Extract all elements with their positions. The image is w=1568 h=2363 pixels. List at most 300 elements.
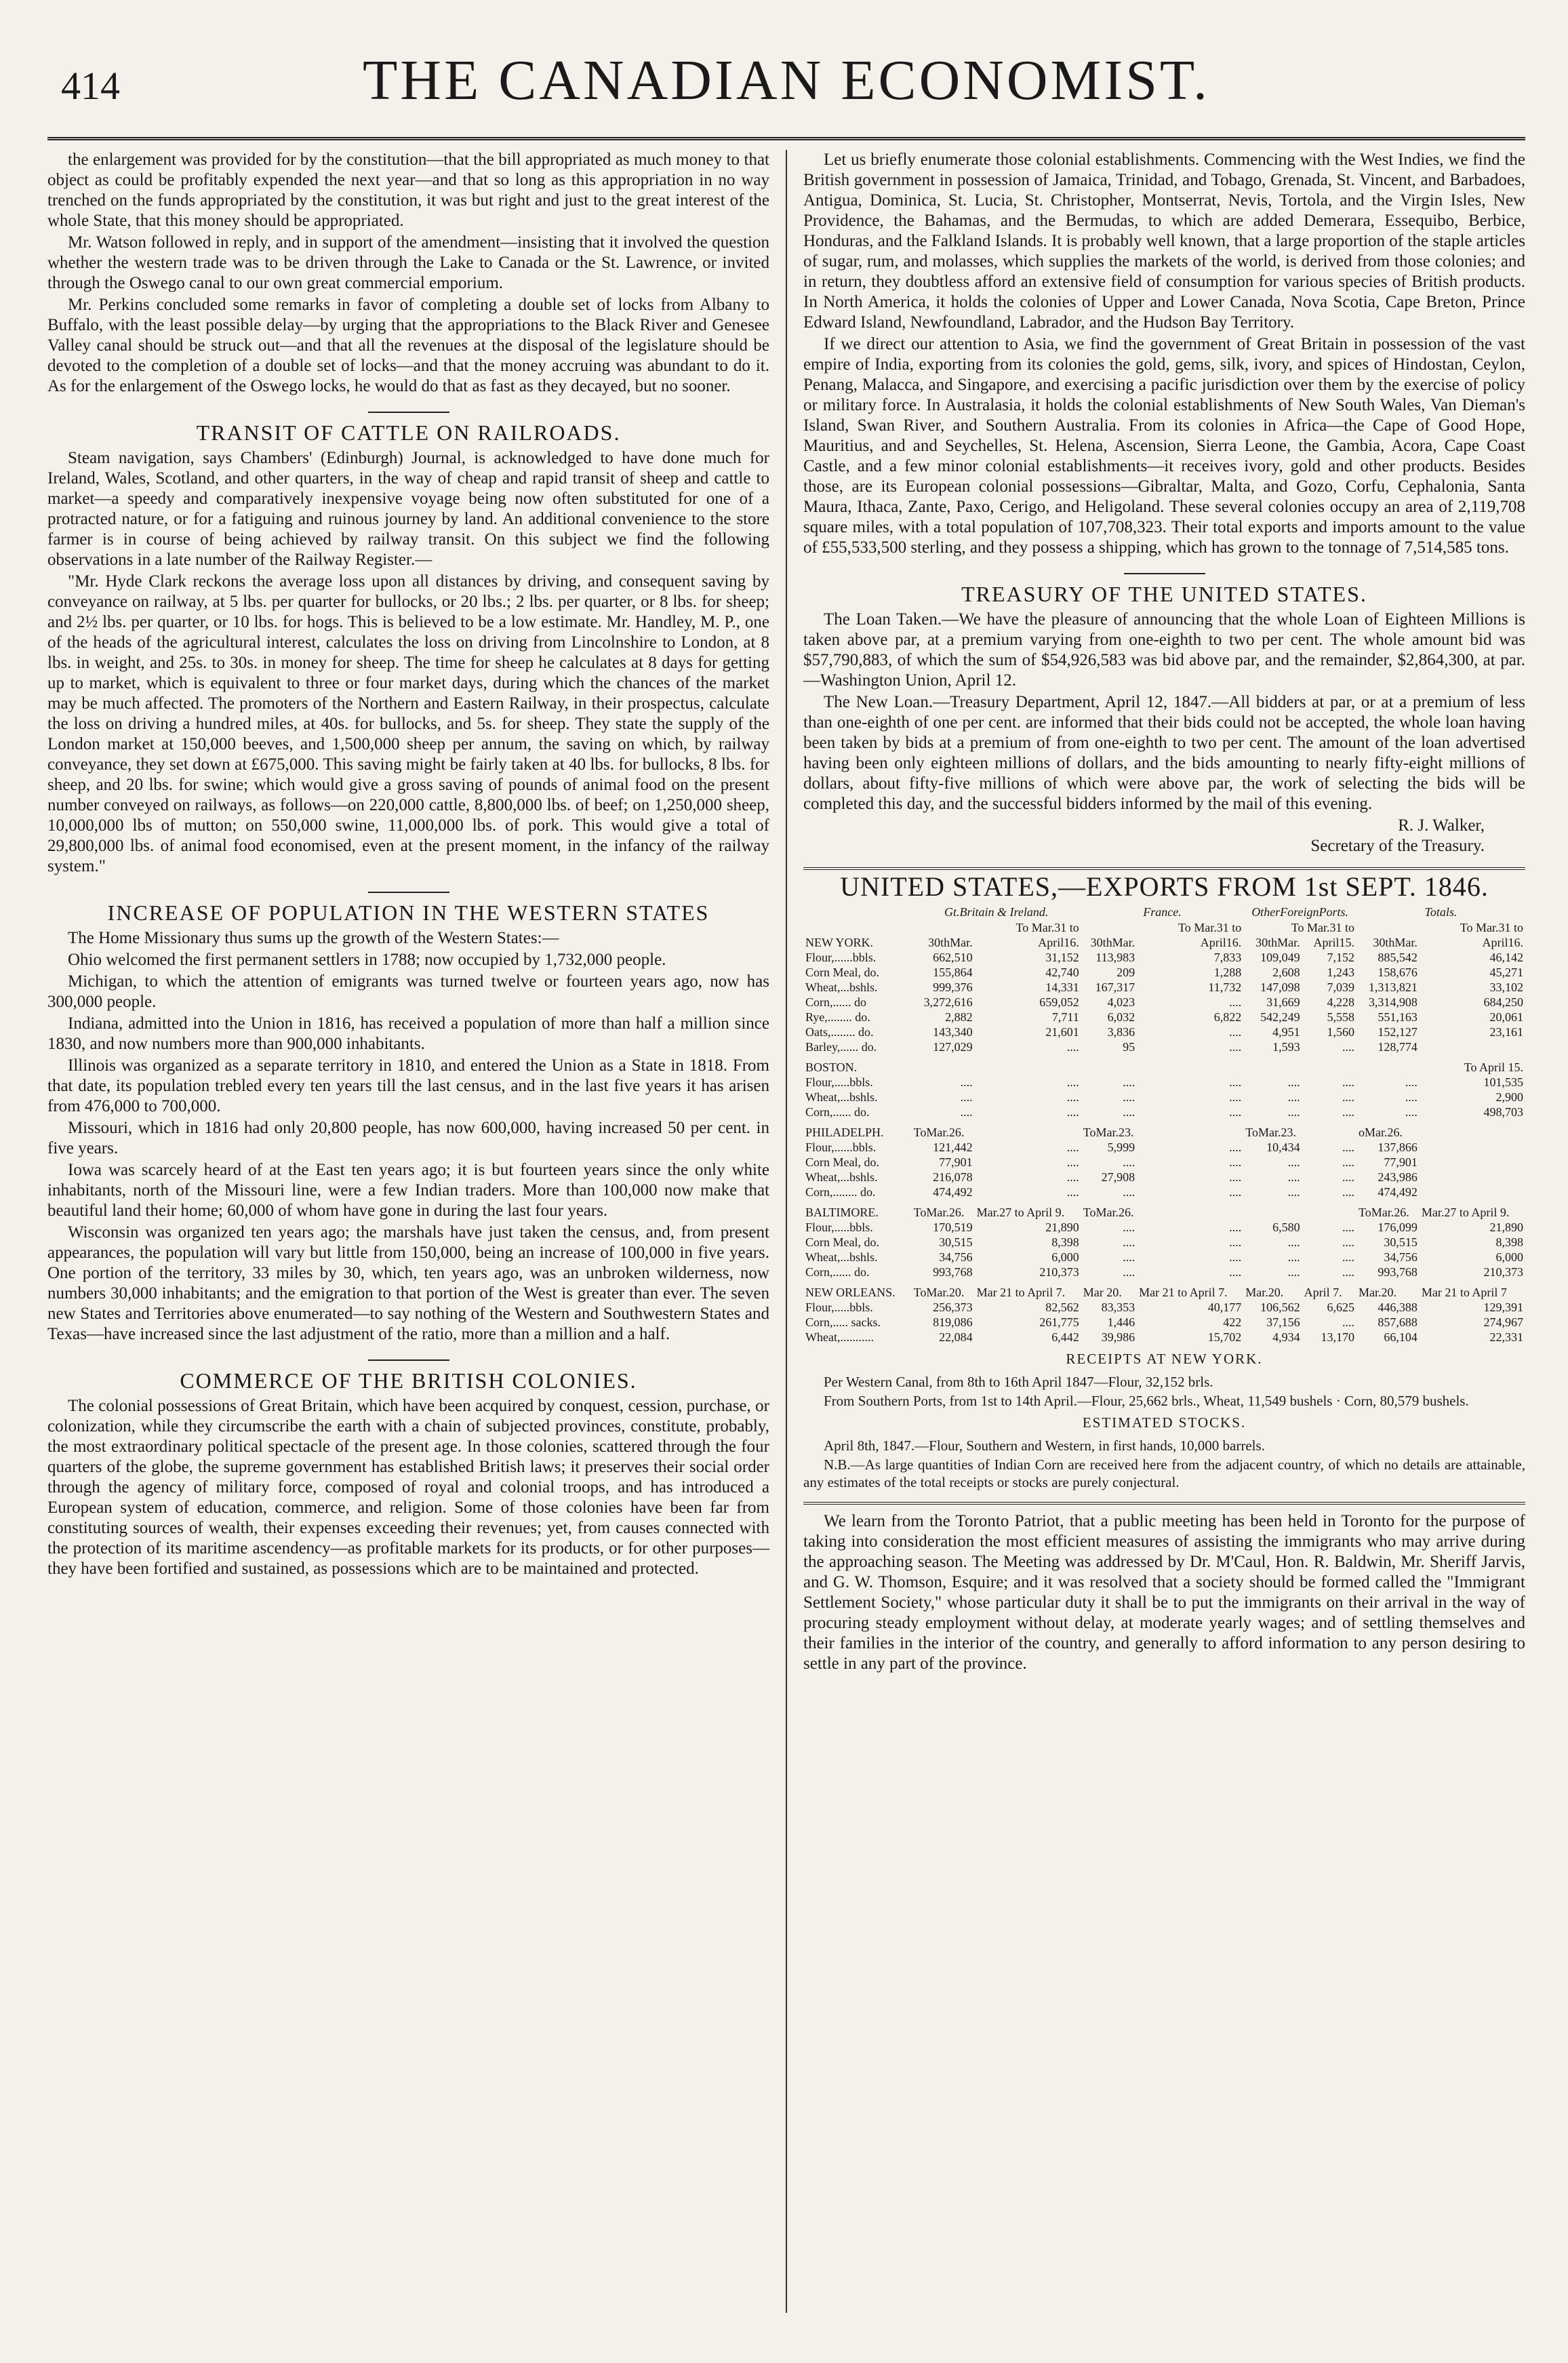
- table-cell: ....: [1287, 1265, 1300, 1279]
- paragraph: From Southern Ports, from 1st to 14th April.—Flour, 25,662 brls., Wheat, 11,549 bushels · Corn, 80,579 bushels.: [824, 1393, 1469, 1409]
- paragraph: N.B.—As large quantities of Indian Corn are received here from the adjacent country, of which no details are attainable, any estimates of the total receipts or stocks are purely conjectural.: [803, 1456, 1525, 1490]
- table-cell: 21,601: [1045, 1025, 1079, 1039]
- table-cell: 20,061: [1489, 1010, 1523, 1024]
- table-row: [803, 1039, 1525, 1054]
- table-body: [803, 1220, 1525, 1279]
- table-cell: 210,373: [1483, 1265, 1523, 1279]
- table-cell: [1420, 1170, 1525, 1185]
- table-cell: 30,515: [1384, 1235, 1418, 1249]
- table-cell: To April 15.: [1464, 1060, 1523, 1074]
- table-cell: ToMar.26.: [913, 1126, 965, 1139]
- table-cell: 4,934: [1272, 1330, 1300, 1344]
- table-cell: ....: [1229, 1155, 1242, 1169]
- table-cell: ....: [1123, 1155, 1135, 1169]
- section-divider: [368, 412, 449, 413]
- table-row: [803, 935, 1525, 950]
- table-cell: 13,170: [1321, 1330, 1354, 1344]
- table-cell: To Mar.31 to: [1291, 921, 1354, 934]
- table-cell: ....: [1123, 1220, 1135, 1234]
- table-cell: ToMar.20.: [913, 1286, 965, 1299]
- right-column: [786, 150, 1525, 2313]
- table-cell: [1420, 1185, 1525, 1199]
- table-cell: ....: [960, 1090, 973, 1104]
- table-row: [803, 1075, 1525, 1090]
- table-cell: 819,086: [933, 1315, 973, 1329]
- table-row: [803, 950, 1525, 965]
- table-cell: Corn,...... do: [805, 995, 866, 1009]
- table-cell: ....: [1342, 1140, 1354, 1154]
- table-cell: 34,756: [939, 1250, 973, 1264]
- table-cell: 30,515: [939, 1235, 973, 1249]
- table-cell: Mar.27 to April 9.: [976, 1206, 1065, 1219]
- table-cell: ToMar.26.: [1083, 1206, 1134, 1219]
- table-cell: ....: [1342, 1090, 1354, 1104]
- table-cell: ....: [960, 1105, 973, 1119]
- table-cell: 31,669: [1266, 995, 1300, 1009]
- article-title-cattle: TRANSIT OF CATTLE ON RAILROADS.: [196, 420, 621, 445]
- section-divider: [803, 1502, 1525, 1505]
- table-cell: 27,908: [1101, 1170, 1135, 1184]
- table-cell: 551,163: [1378, 1010, 1418, 1024]
- table-cell: BOSTON.: [805, 1060, 858, 1074]
- paragraph: April 8th, 1847.—Flour, Southern and Western, in first hands, 10,000 barrels.: [824, 1437, 1265, 1454]
- table-cell: Corn Meal, do.: [805, 1155, 879, 1169]
- table-cell: 22,084: [939, 1330, 973, 1344]
- table-cell: Wheat,...bshls.: [805, 1250, 878, 1264]
- table-cell: 22,331: [1489, 1330, 1523, 1344]
- paragraph: Illinois was organized as a separate territory in 1810, and entered the Union as a State in 1818. From that date, its population trebled every ten years till the last census, and in the last five years it has arisen from 476,000 to 700,000.: [47, 1056, 769, 1115]
- article-title-treasury: TREASURY OF THE UNITED STATES.: [961, 582, 1367, 606]
- table-cell: 1,313,821: [1368, 980, 1418, 994]
- table-cell: Flour,.....bbls.: [805, 1075, 873, 1089]
- table-row: [803, 1330, 1525, 1345]
- table-cell: To Mar.31 to: [1178, 921, 1242, 934]
- table-cell: 8,398: [1495, 1235, 1523, 1249]
- table-cell: Corn,........ do.: [805, 1185, 876, 1199]
- table-cell: 209: [1117, 966, 1135, 979]
- paragraph: the enlargement was provided for by the constitution—that the bill appropriated as much money to that object as could be profitably expended the next year—and that so long as this appropriation in no way trenched on the funds appropriated by the constitution, it was but right and just to the great interest of the whole State, that this money should be appropriated.: [47, 151, 769, 230]
- paragraph: If we direct our attention to Asia, we find the government of Great Britain in possession of the vast empire of India, exporting from its colonies the gold, gems, silk, ivory, and spices of Hindostan, Ceylon, Penang, Malacca, and Singapore, and exercising a pacific jurisdiction over them by the exercise of policy or military force. In Australasia, it holds the colonial establishments of New South Wales, Van Dieman's Island, Swan River, and Southern Australia. From its colonies in Africa—the Cape of Good Hope, Mauritius, and and Seychelles, St. Helena, Ascension, Sierra Leone, the Gambia, Acora, Cape Coast Castle, and a few minor colonial establishments—it receives ivory, gold and other products. Besides those, are its European colonial possessions—Gibraltar, Malta, and Gozo, Corfu, Cephalonia, Santa Maura, Ithaca, Zante, Paxo, Cerigo, and Heligoland. These several colonies occupy an area of 2,119,708 square miles, with a total population of 107,708,323. Their total exports and imports amount to the value of £55,533,500 sterling, and they possess a shipping, which has grown to the tonnage of 7,514,585 tons.: [803, 335, 1525, 557]
- table-cell: 6,625: [1327, 1300, 1354, 1314]
- table-cell: Mar 21 to April 7.: [1139, 1286, 1228, 1299]
- table-cell: Flour,.....bbls.: [805, 1300, 873, 1314]
- table-cell: Corn,...... do.: [805, 1105, 870, 1119]
- table-cell: ....: [1342, 1250, 1354, 1264]
- table-cell: ....: [1342, 1170, 1354, 1184]
- table-cell: 261,775: [1039, 1315, 1079, 1329]
- table-cell: 77,901: [1384, 1155, 1418, 1169]
- table-cell: 82,562: [1045, 1300, 1079, 1314]
- table-header-row: [803, 904, 1525, 920]
- table-cell: Flour,......bbls.: [805, 951, 877, 964]
- table-cell: ....: [1287, 1170, 1300, 1184]
- receipts-title: RECEIPTS AT NEW YORK.: [1066, 1351, 1263, 1367]
- table-cell: ....: [1229, 1220, 1242, 1234]
- table-cell: 39,986: [1101, 1330, 1135, 1344]
- table-cell: 167,317: [1095, 980, 1135, 994]
- table-row: [803, 980, 1525, 995]
- table-cell: ....: [1229, 1105, 1242, 1119]
- table-cell: 21,890: [1045, 1220, 1079, 1234]
- table-cell: 8,398: [1051, 1235, 1079, 1249]
- table-cell: ....: [1405, 1075, 1418, 1089]
- table-cell: 152,127: [1378, 1025, 1418, 1039]
- table-cell: Barley,...... do.: [805, 1040, 877, 1054]
- table-cell: ....: [1229, 1140, 1242, 1154]
- table-cell: ....: [1066, 1185, 1079, 1199]
- table-cell: 45,271: [1489, 966, 1523, 979]
- table-cell: 30thMar.: [1090, 936, 1135, 949]
- table-cell: ....: [1229, 1265, 1242, 1279]
- table-cell: ....: [1123, 1075, 1135, 1089]
- table-cell: Flour,.....bbls.: [805, 1220, 873, 1234]
- paragraph: Indiana, admitted into the Union in 1816, has received a population of more than half a million since 1830, and now numbers more than 900,000 inhabitants.: [47, 1014, 769, 1053]
- table-cell: NEW YORK.: [805, 936, 873, 949]
- table-body: [803, 1140, 1525, 1199]
- table-cell: ....: [1342, 1235, 1354, 1249]
- table-cell: 129,391: [1483, 1300, 1523, 1314]
- column-header: OtherForeignPorts.: [1251, 905, 1349, 919]
- table-cell: 993,768: [933, 1265, 973, 1279]
- table-cell: 128,774: [1378, 1040, 1418, 1054]
- table-cell: 885,542: [1378, 951, 1418, 964]
- table-cell: 1,243: [1327, 966, 1354, 979]
- table-cell: 15,702: [1207, 1330, 1242, 1344]
- table-cell: Wheat,...........: [805, 1330, 874, 1344]
- table-row: [803, 1155, 1525, 1170]
- paragraph: We learn from the Toronto Patriot, that a public meeting has been held in Toronto for the purpose of taking into consideration the most efficient measures of assisting the immigrants who may arrive during the approaching season. The Meeting was addressed by Dr. M'Caul, Hon. R. Baldwin, Mr. Sheriff Jarvis, and G. W. Thomson, Esquire; and it was resolved that a society should be formed called the "Immigrant Settlement Society," whose particular duty it shall be to put the immigrants on their arrival in the way of procuring steady employment without delay, at moderate yearly wages; and of settling themselves and their families in the interior of the country, and generally to afford information to any person desiring to settle in any part of the province.: [803, 1512, 1525, 1673]
- table-cell: ....: [1229, 1090, 1242, 1104]
- table-cell: 542,249: [1260, 1010, 1300, 1024]
- table-cell: BALTIMORE.: [805, 1206, 879, 1219]
- table-row: [803, 1265, 1525, 1279]
- table-cell: ....: [1287, 1250, 1300, 1264]
- table-cell: 170,519: [933, 1220, 973, 1234]
- table-cell: ....: [1287, 1185, 1300, 1199]
- table-cell: 7,039: [1327, 980, 1354, 994]
- table-cell: Mar 21 to April 7.: [976, 1286, 1066, 1299]
- table-cell: 3,836: [1107, 1025, 1135, 1039]
- left-column: [47, 150, 786, 2313]
- table-cell: ....: [1229, 1075, 1242, 1089]
- table-cell: 446,388: [1378, 1300, 1418, 1314]
- table-row: [803, 1199, 1525, 1220]
- table-cell: ....: [1066, 1040, 1079, 1054]
- table-cell: Corn Meal, do.: [805, 1235, 879, 1249]
- paragraph: The Home Missionary thus sums up the growth of the Western States:—: [68, 929, 559, 947]
- table-cell: [1420, 1039, 1525, 1054]
- table-cell: 23,161: [1489, 1025, 1523, 1039]
- table-cell: 4,951: [1272, 1025, 1300, 1039]
- table-cell: 274,967: [1483, 1315, 1523, 1329]
- page-number: 414: [61, 64, 120, 108]
- table-cell: ....: [1066, 1155, 1079, 1169]
- paragraph: Let us briefly enumerate those colonial establishments. Commencing with the West Indies, we find the British government in possession of Jamaica, Trinidad, and Tobago, Grenada, St. Vincent, and Barbadoes, Antigua, Dominica, St. Lucia, St. Christopher, Montserrat, Nevis, Tortola, and the Virgin Isles, New Providence, the Bahamas, and the Bermudas, to which are added Demerara, Essequibo, Berbice, Honduras, and the Falkland Islands. It is probably well known, that a large proportion of the staple articles of sugar, rum, and molasses, which supplies the markets of the world, is derived from those colonies; and in return, they doubtless afford an extensive field of consumption for various species of British products. In North America, it holds the colonies of Upper and Lower Canada, Nova Scotia, Cape Breton, Prince Edward Island, Newfoundland, Labrador, and the Hudson Bay Territory.: [803, 151, 1525, 332]
- newspaper-page: [47, 47, 1525, 2319]
- table-cell: ....: [1229, 1185, 1242, 1199]
- table-cell: ....: [1287, 1075, 1300, 1089]
- table-cell: 121,442: [933, 1140, 973, 1154]
- column-header: Gt.Britain & Ireland.: [944, 905, 1049, 919]
- table-row: [803, 1105, 1525, 1119]
- table-row: [803, 1010, 1525, 1025]
- paragraph: Michigan, to which the attention of emigrants was turned twelve or fourteen years ago, now has 300,000 people.: [47, 972, 769, 1011]
- table-row: [803, 920, 1525, 935]
- table-cell: 101,535: [1483, 1075, 1523, 1089]
- table-cell: PHILADELPH.: [805, 1126, 884, 1139]
- table-row: [803, 1300, 1525, 1315]
- table-cell: To Mar.31 to: [1016, 921, 1079, 934]
- table-cell: 5,999: [1107, 1140, 1135, 1154]
- exports-title: UNITED STATES,—EXPORTS FROM 1st SEPT. 1846.: [840, 871, 1489, 902]
- table-cell: ....: [1123, 1235, 1135, 1249]
- table-cell: 137,866: [1378, 1140, 1418, 1154]
- table-cell: ....: [1066, 1075, 1079, 1089]
- signature-name: R. J. Walker,: [1398, 816, 1485, 835]
- table-cell: Wheat,...bshls.: [805, 1170, 878, 1184]
- table-cell: 474,492: [933, 1185, 973, 1199]
- table-row: [803, 965, 1525, 980]
- table-cell: 147,098: [1260, 980, 1300, 994]
- table-row: [803, 1025, 1525, 1039]
- table-row: [803, 1119, 1525, 1140]
- table-cell: 34,756: [1384, 1250, 1418, 1264]
- table-cell: April 7.: [1304, 1286, 1342, 1299]
- table-row: [803, 1170, 1525, 1185]
- table-cell: 10,434: [1266, 1140, 1300, 1154]
- table-cell: 83,353: [1101, 1300, 1135, 1314]
- table-cell: April16.: [1038, 936, 1079, 949]
- table-cell: 7,711: [1051, 1010, 1079, 1024]
- table-cell: ....: [1287, 1090, 1300, 1104]
- table-cell: 143,340: [933, 1025, 973, 1039]
- table-cell: ToMar.26.: [913, 1206, 965, 1219]
- paragraph: The colonial possessions of Great Britain, which have been acquired by conquest, cession, purchase, or colonization, while they circumscribe the earth with a chain of subjected provinces, constitute, probably, the most extraordinary political spectacle of the present age. In those colonies, scattered through the four quarters of the globe, the supreme government has established British laws; it preserves their social order through the agency of military force, composed of royal and colonial troops, and has introduced a European system of education, commerce, and religion. Some of those colonies have been far from constituting sources of wealth, their expenses exceeding their revenues; yet, from causes connected with the protection of its maritime ascendency—as profitable markets for its products, or for other purposes—they have been fortified and sustained, as possessions which are to be maintained and protected.: [47, 1397, 769, 1578]
- table-cell: ....: [1287, 1155, 1300, 1169]
- table-body: [803, 1300, 1525, 1345]
- table-cell: 7,152: [1327, 951, 1354, 964]
- table-cell: 684,250: [1483, 995, 1523, 1009]
- table-cell: ....: [1066, 1090, 1079, 1104]
- table-cell: 422: [1223, 1315, 1242, 1329]
- table-cell: ....: [1229, 1040, 1242, 1054]
- table-cell: 662,510: [933, 951, 973, 964]
- paragraph: Per Western Canal, from 8th to 16th April 1847—Flour, 32,152 brls.: [824, 1374, 1213, 1390]
- section-divider: [368, 1359, 449, 1361]
- table-cell: 158,676: [1378, 966, 1418, 979]
- table-cell: 106,562: [1260, 1300, 1300, 1314]
- table-cell: ....: [1287, 1105, 1300, 1119]
- table-cell: ....: [1342, 1185, 1354, 1199]
- table-cell: Mar 20.: [1083, 1286, 1122, 1299]
- table-cell: 42,740: [1045, 966, 1079, 979]
- table-cell: Mar.20.: [1358, 1286, 1396, 1299]
- table-cell: 37,156: [1266, 1315, 1300, 1329]
- page-header: [47, 47, 1525, 140]
- table-cell: 6,442: [1051, 1330, 1079, 1344]
- table-cell: ToMar.23.: [1083, 1126, 1134, 1139]
- section-divider: [803, 867, 1525, 870]
- table-cell: 6,580: [1272, 1220, 1300, 1234]
- table-cell: 30thMar.: [928, 936, 973, 949]
- table-cell: 95: [1123, 1040, 1135, 1054]
- column-header: Totals.: [1424, 905, 1458, 919]
- table-cell: 3,314,908: [1368, 995, 1418, 1009]
- table-cell: ....: [1066, 1105, 1079, 1119]
- table-cell: 4,228: [1327, 995, 1354, 1009]
- table-cell: 1,288: [1213, 966, 1242, 979]
- table-cell: 66,104: [1384, 1330, 1418, 1344]
- table-cell: Corn,..... sacks.: [805, 1315, 881, 1329]
- table-cell: April16.: [1200, 936, 1242, 949]
- table-cell: Wheat,...bshls.: [805, 980, 878, 994]
- table-cell: 30thMar.: [1255, 936, 1300, 949]
- table-cell: 31,152: [1045, 951, 1079, 964]
- table-cell: 999,376: [933, 980, 973, 994]
- table-row: [803, 1220, 1525, 1235]
- table-cell: 5,558: [1327, 1010, 1354, 1024]
- table-row: [803, 1235, 1525, 1250]
- table-cell: 216,078: [933, 1170, 973, 1184]
- table-cell: ....: [1342, 1105, 1354, 1119]
- paragraph: The Loan Taken.—We have the pleasure of announcing that the whole Loan of Eighteen Millions is taken above par, at a premium varying from one-eighth to two per cent. The whole amount bid was $57,790,883, of which the sum of $54,926,583 was bid above par, and the remainder, $2,864,300, at par.—Washington Union, April 12.: [803, 610, 1525, 690]
- table-cell: 857,688: [1378, 1315, 1418, 1329]
- publication-title: THE CANADIAN ECONOMIST.: [362, 49, 1211, 112]
- table-body: [803, 1075, 1525, 1119]
- column-header: France.: [1143, 905, 1182, 919]
- table-cell: Oats,........ do.: [805, 1025, 874, 1039]
- table-cell: 33,102: [1489, 980, 1523, 994]
- table-cell: 11,732: [1208, 980, 1242, 994]
- table-cell: ....: [1342, 1040, 1354, 1054]
- exports-table: [803, 904, 1525, 1345]
- table-cell: ....: [1123, 1105, 1135, 1119]
- table-cell: 474,492: [1378, 1185, 1418, 1199]
- table-cell: 155,864: [933, 966, 973, 979]
- table-cell: ....: [1342, 1075, 1354, 1089]
- paragraph: Missouri, which in 1816 had only 20,800 people, has now 600,000, having increased 50 per cent. in five years.: [47, 1119, 769, 1157]
- paragraph: Mr. Perkins concluded some remarks in favor of completing a double set of locks from Albany to Buffalo, with the least possible delay—by urging that the appropriations to the Black River and Genesee Valley canal should be struck out—and that all the revenues at the disposal of the legislature should be devoted to the completion of a double set of locks—and that the money accruing was abundant to do it. As for the enlargement of the Oswego locks, he would do that as fast as they decayed, but no sooner.: [47, 296, 769, 395]
- table-cell: NEW ORLEANS.: [805, 1286, 896, 1299]
- table-cell: ....: [1123, 1185, 1135, 1199]
- table-body: [803, 950, 1525, 1054]
- table-cell: 30thMar.: [1373, 936, 1418, 949]
- table-cell: Flour,......bbls.: [805, 1140, 877, 1154]
- table-row: [803, 1090, 1525, 1105]
- table-cell: 993,768: [1378, 1265, 1418, 1279]
- table-cell: 1,593: [1272, 1040, 1300, 1054]
- paragraph: The New Loan.—Treasury Department, April 12, 1847.—All bidders at par, or at a premium of less than one-eighth of one per cent. are informed that their bids could not be accepted, the whole loan having been taken by bids at a premium of from one-eighth to two per cent. The amount of the loan advertised having been only eighteen millions of dollars, and the bids amounting to nearly fifty-eight millions of dollars, about fifty-five millions of which were above par, the work of selecting the bids will be completed this day, and the successful bidders informed by the mail of this evening.: [803, 693, 1525, 813]
- table-cell: April16.: [1482, 936, 1523, 949]
- table-cell: April15.: [1313, 936, 1354, 949]
- paragraph: Iowa was scarcely heard of at the East ten years ago; it is but fourteen years since the only white inhabitants, north of the Missouri line, were a few Indian traders. More than 100,000 now make that beautiful land their home; 60,000 of whom have gone in during the last four years.: [47, 1161, 769, 1220]
- table-row: [803, 1185, 1525, 1199]
- table-cell: 109,049: [1260, 951, 1300, 964]
- table-cell: 4,023: [1107, 995, 1135, 1009]
- paragraph: Ohio welcomed the first permanent settlers in 1788; now occupied by 1,732,000 people.: [68, 951, 666, 969]
- article-title-commerce: COMMERCE OF THE BRITISH COLONIES.: [180, 1368, 637, 1393]
- table-cell: ....: [960, 1075, 973, 1089]
- article-title-population: INCREASE OF POPULATION IN THE WESTERN STATES: [107, 900, 710, 925]
- table-cell: [1420, 1155, 1525, 1170]
- table-cell: To Mar.31 to: [1460, 921, 1523, 934]
- table-cell: Corn,...... do.: [805, 1265, 870, 1279]
- table-cell: 127,029: [933, 1040, 973, 1054]
- table-cell: 2,608: [1272, 966, 1300, 979]
- table-cell: 1,560: [1327, 1025, 1354, 1039]
- table-row: [803, 1279, 1525, 1300]
- table-cell: 6,000: [1051, 1250, 1079, 1264]
- table-cell: ToMar.23.: [1245, 1126, 1296, 1139]
- table-row: [803, 1250, 1525, 1265]
- table-cell: ....: [1066, 1140, 1079, 1154]
- table-cell: 21,890: [1489, 1220, 1523, 1234]
- paragraph: Mr. Watson followed in reply, and in support of the amendment—insisting that it involved the question whether the western trade was to be driven through the Lake to Canada or the St. Lawrence, or invited through the Oswego canal to our own great commercial emporium.: [47, 233, 769, 292]
- table-cell: 113,983: [1095, 951, 1135, 964]
- table-cell: ....: [1405, 1105, 1418, 1119]
- table-cell: 2,882: [945, 1010, 973, 1024]
- table-cell: ....: [1342, 1155, 1354, 1169]
- table-cell: ....: [1405, 1090, 1418, 1104]
- table-cell: Rye,........ do.: [805, 1010, 870, 1024]
- signature-title: Secretary of the Treasury.: [1310, 837, 1485, 855]
- table-cell: 1,446: [1107, 1315, 1135, 1329]
- paragraph: "Mr. Hyde Clark reckons the average loss upon all distances by driving, and consequent saving by conveyance on railway, at 5 lbs. per quarter for bullocks, or 20 lbs.; 2 lbs. per quarter, or 8 lbs. for sheep; and 2½ lbs. per quarter, or 10 lbs. for hogs. This is believed to be a low estimate. Mr. Handley, M. P., one of the heads of the agricultural interest, calculates the loss on driving from Lincolnshire to London, at 8 lbs. in weight, and 25s. to 30s. in money for sheep. The time for sheep he calculates at 8 days for getting up to market, which is equivalent to three or four market days, during which the chances of the market may be much affected. The promoters of the Northern and Eastern Railway, in their prospectus, calculate the loss on driving a hundred miles, at 40s. for bullocks, and 5s. for sheep. They state the supply of the London market at 150,000 beeves, and 1,500,000 sheep per annum, the saving on which, by railway conveyance, they set down at £675,000. This saving might be fairly taken at 40 lbs. for bullocks, 8 lbs. for sheep, and 20 lbs. for swine; which would give a gross saving of pounds of animal food on the present number conveyed on railways, as follows—on 220,000 cattle, 8,800,000 lbs. of beef; on 1,250,000 sheep, 10,000,000 lbs of mutton; on 550,000 swine, 11,000,000 lbs. of pork. This would give a total of 29,800,000 lbs. of animal food economised, even at the present moment, in the infancy of the railway system.": [47, 572, 769, 875]
- table-cell: ....: [1229, 1170, 1242, 1184]
- table-cell: ....: [1342, 1220, 1354, 1234]
- table-cell: ....: [1287, 1235, 1300, 1249]
- stocks-title: ESTIMATED STOCKS.: [1082, 1414, 1247, 1431]
- section-divider: [1124, 573, 1205, 574]
- table-cell: ....: [1123, 1090, 1135, 1104]
- table-cell: Corn Meal, do.: [805, 966, 879, 979]
- table-cell: ....: [1123, 1250, 1135, 1264]
- table-cell: 6,000: [1495, 1250, 1523, 1264]
- table-row: [803, 1315, 1525, 1330]
- table-cell: 3,272,616: [923, 995, 973, 1009]
- table-cell: 243,986: [1378, 1170, 1418, 1184]
- table-cell: Mar.27 to April 9.: [1421, 1206, 1510, 1219]
- table-cell: 659,052: [1039, 995, 1079, 1009]
- table-cell: Wheat,...bshls.: [805, 1090, 878, 1104]
- table-cell: Mar 21 to April 7: [1421, 1286, 1507, 1299]
- table-row: [803, 1054, 1525, 1075]
- table-cell: ....: [1123, 1265, 1135, 1279]
- table-cell: [1420, 1140, 1525, 1155]
- paragraph: Steam navigation, says Chambers' (Edinburgh) Journal, is acknowledged to have done much for Ireland, Wales, Scotland, and other quarters, in the way of cheap and rapid transit of sheep and cattle to market—a speedy and comparatively inexpensive voyage being now often substituted for one of a protracted nature, or for a fatiguing and ruinous journey by land. An additional convenience to the store farmer is in course of being achieved by railway transit. On this subject we find the following observations in a late number of the Railway Register.—: [47, 449, 769, 569]
- table-cell: ....: [1229, 1250, 1242, 1264]
- table-cell: 6,032: [1107, 1010, 1135, 1024]
- table-cell: 14,331: [1045, 980, 1079, 994]
- section-divider: [368, 892, 449, 893]
- table-cell: 77,901: [939, 1155, 973, 1169]
- table-cell: ....: [1229, 1235, 1242, 1249]
- table-cell: ....: [1342, 1265, 1354, 1279]
- table-row: [803, 995, 1525, 1010]
- table-cell: Mar.20.: [1245, 1286, 1284, 1299]
- table-cell: 46,142: [1489, 951, 1523, 964]
- table-cell: ....: [1066, 1170, 1079, 1184]
- table-cell: 7,833: [1213, 951, 1242, 964]
- table-cell: ....: [1342, 1315, 1354, 1329]
- table-cell: 210,373: [1039, 1265, 1079, 1279]
- table-cell: ....: [1229, 995, 1242, 1009]
- table-cell: 256,373: [933, 1300, 973, 1314]
- table-cell: 176,099: [1378, 1220, 1418, 1234]
- table-row: [803, 1140, 1525, 1155]
- table-cell: ....: [1229, 1025, 1242, 1039]
- paragraph: Wisconsin was organized ten years ago; the marshals have just taken the census, and, from present appearances, the population will vary but little from 150,000, being an increase of 100,000 in five years. One portion of the territory, 33 miles by 30, which, ten years ago, was an unbroken wilderness, now numbers 30,000 inhabitants; and the emigration to that portion of the West is greater than ever. The seven new States and Territories above enumerated—to say nothing of the Western and Southwestern States and Texas—have increased since the last adjustment of the ratio, more than a million and a half.: [47, 1223, 769, 1343]
